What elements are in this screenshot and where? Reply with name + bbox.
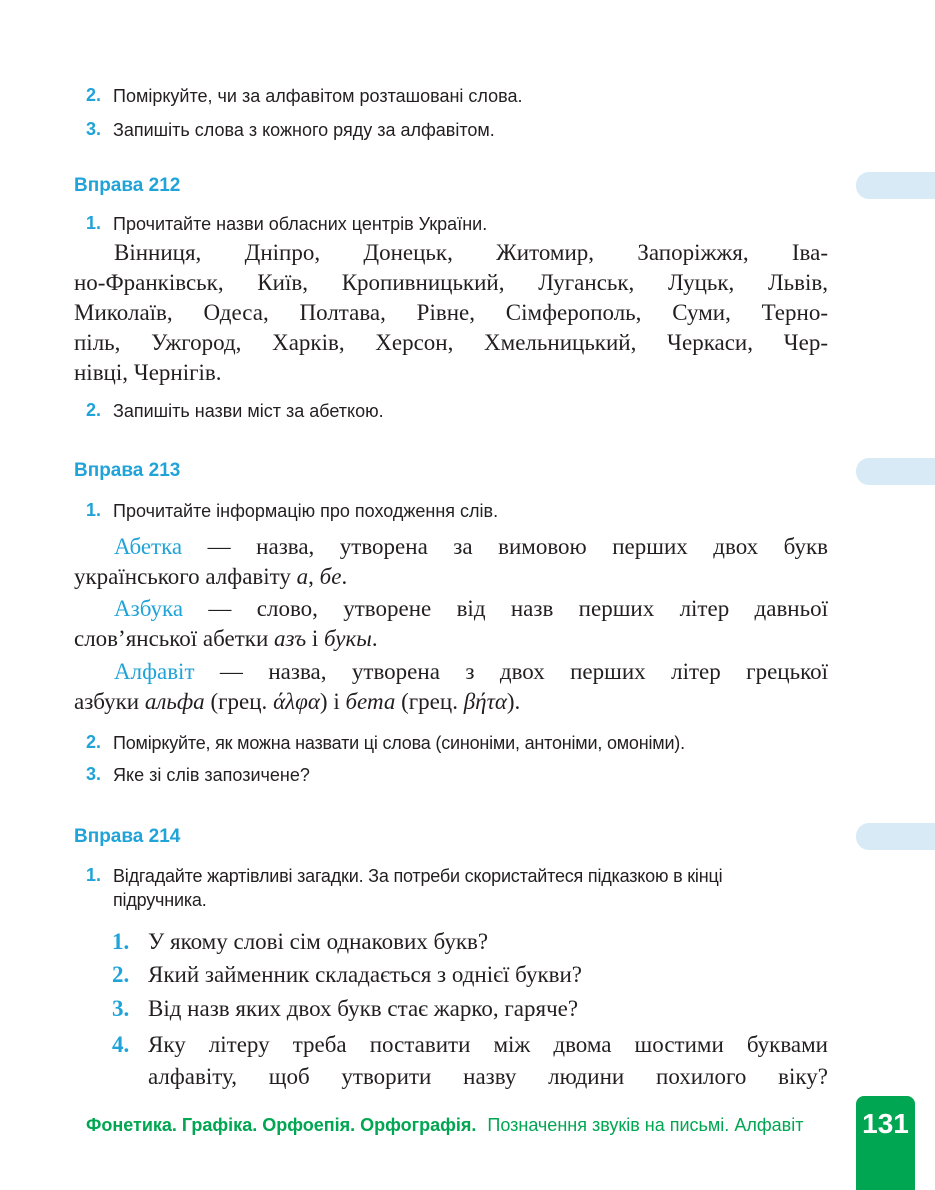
cities-paragraph (74, 238, 828, 388)
word-origin-abetka (74, 532, 828, 592)
instruction-text: Поміркуйте, як можна назвати ці слова (синоніми, антоніми, омоніми). (113, 733, 685, 753)
word-origin-azbuka (74, 594, 828, 654)
definition-text: азбуки (74, 689, 145, 714)
instruction-line: підручника. (113, 890, 207, 910)
term-azbuka: Азбука (114, 596, 184, 621)
margin-tab (856, 172, 935, 199)
riddle-number: 3. (112, 996, 130, 1021)
exercise-heading: Вправа 212 (74, 175, 181, 196)
italic-word: азъ (274, 626, 307, 651)
greek-word: άλφα (273, 689, 320, 714)
separator: , (308, 564, 320, 589)
footer-section: Фонетика. Графіка. Орфоепія. Орфографія. (86, 1115, 477, 1135)
item-number: 3. (86, 119, 102, 139)
instruction-text: Запишіть назви міст за абеткою. (113, 401, 384, 421)
definition-text: (грец. (395, 689, 464, 714)
margin-tab (856, 458, 935, 485)
item-number: 2. (86, 732, 102, 752)
italic-word: альфа (144, 689, 205, 714)
riddle-text (148, 1029, 828, 1093)
riddle-text: Від назв яких двох букв стає жарко, гаряче? (148, 996, 579, 1021)
definition-text: (грец. (204, 689, 274, 714)
margin-tab (856, 823, 935, 850)
riddle-number: 2. (112, 962, 130, 987)
page-number: 131 (862, 1108, 909, 1139)
riddle-text: У якому слові сім однакових букв? (148, 929, 489, 954)
cities-line: но-Франківськ, Київ, Кропивницький, Луганськ, Луцьк, Львів, (74, 270, 828, 295)
definition-text: слов’янської абетки (74, 626, 275, 651)
instruction-text: Запишіть слова з кожного ряду за алфавітом. (113, 120, 495, 140)
running-footer (86, 1115, 803, 1136)
item-number: 1. (86, 865, 102, 885)
item-number: 2. (86, 85, 102, 105)
italic-letter: бе (319, 564, 342, 589)
italic-word: бета (345, 689, 396, 714)
definition-text: ). (506, 689, 521, 714)
term-alfavit: Алфавіт (114, 659, 195, 684)
instruction-text (113, 864, 829, 912)
italic-word: букы (324, 626, 372, 651)
footer-topic: Позначення звуків на письмі. Алфавіт (487, 1115, 804, 1135)
instruction-text: Прочитайте інформацію про походження слів. (113, 501, 499, 521)
cities-line: піль, Ужгород, Харків, Херсон, Хмельницький, Черкаси, Чер- (74, 330, 828, 355)
riddle-line: Яку літеру треба поставити між двома шостими буквами (148, 1032, 828, 1057)
item-number: 1. (86, 500, 102, 520)
instruction-text: Поміркуйте, чи за алфавітом розташовані слова. (113, 86, 523, 106)
item-number: 3. (86, 764, 102, 784)
instruction-text: Прочитайте назви обласних центрів України. (113, 214, 488, 234)
definition-text: українського алфавіту (74, 564, 297, 589)
riddle-line: алфавіту, щоб утворити назву людини похилого віку? (148, 1064, 828, 1089)
term-abetka: Абетка (114, 534, 183, 559)
word-origin-alfavit (74, 657, 828, 717)
exercise-heading: Вправа 213 (74, 460, 181, 481)
period: . (371, 626, 378, 651)
riddle-text: Який займенник складається з однієї букви? (148, 962, 582, 987)
cities-line: нівці, Чернігів. (74, 360, 222, 385)
cities-line: Вінниця, Дніпро, Донецьк, Житомир, Запоріжжя, Іва- (114, 240, 828, 265)
riddle-number: 4. (112, 1032, 130, 1057)
greek-word: βήτα (463, 689, 507, 714)
item-number: 1. (86, 213, 102, 233)
conjunction: і (306, 626, 325, 651)
definition-text: ) і (319, 689, 346, 714)
riddle-number: 1. (112, 929, 130, 954)
item-number: 2. (86, 400, 102, 420)
definition-text: — слово, утворене від назв перших літер давньої (183, 596, 828, 621)
definition-text: — назва, утворена з двох перших літер грецької (194, 659, 828, 684)
instruction-text: Яке зі слів запозичене? (113, 765, 310, 785)
exercise-heading: Вправа 214 (74, 826, 181, 847)
definition-text: — назва, утворена за вимовою перших двох букв (182, 534, 828, 559)
cities-line: Миколаїв, Одеса, Полтава, Рівне, Сімферополь, Суми, Терно- (74, 300, 828, 325)
italic-letter: а (296, 564, 309, 589)
instruction-line: Відгадайте жартівливі загадки. За потреби скористайтеся підказкою в кінці (113, 866, 723, 886)
period: . (341, 564, 348, 589)
